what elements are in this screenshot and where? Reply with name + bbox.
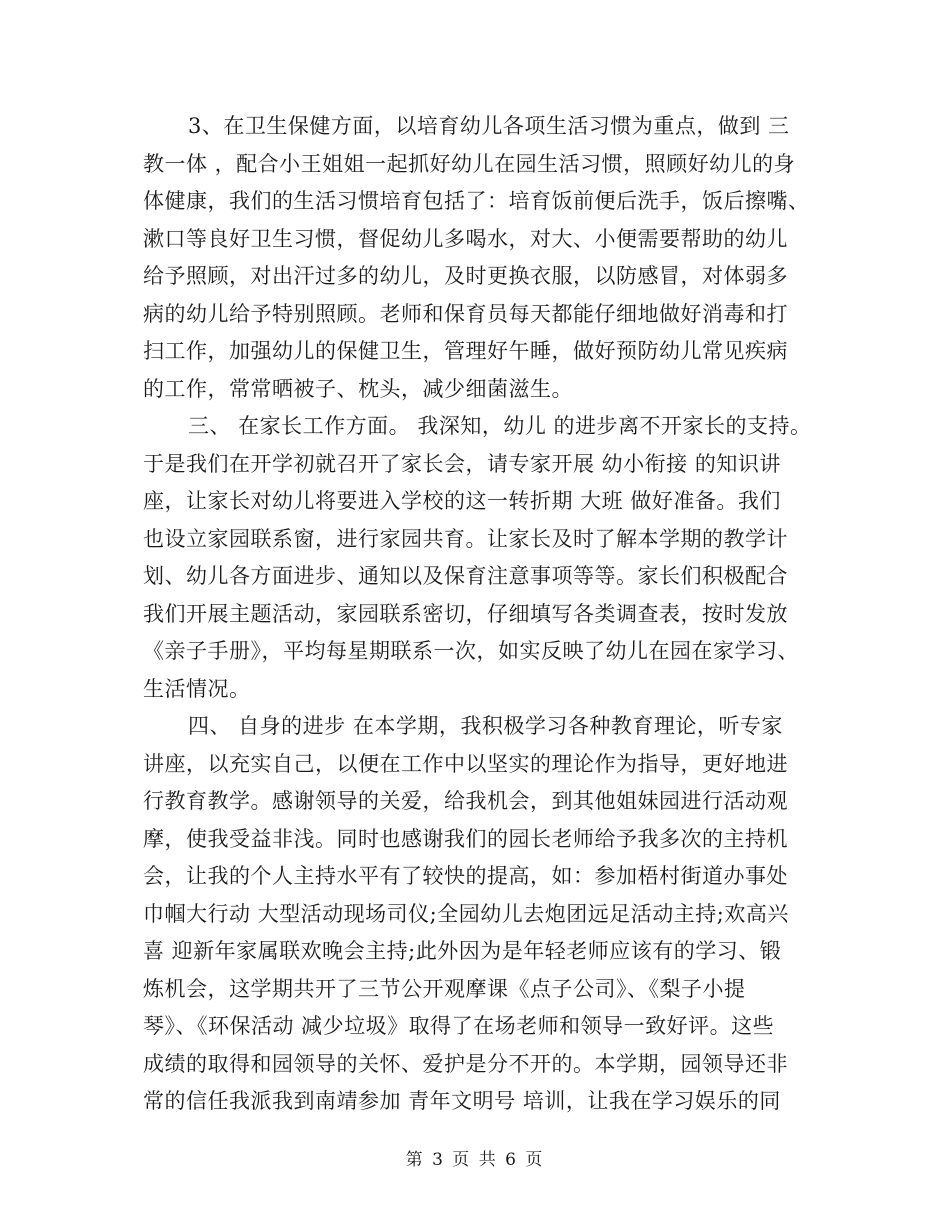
text-line: 体健康，我们的生活习惯培育包括了：培育饭前便后洗手，饭后擦嘴、 bbox=[143, 189, 810, 213]
text-line: 成绩的取得和园领导的关怀、爱护是分不开的。本学期，园领导还非 bbox=[143, 1052, 788, 1076]
text-line: 摩，使我受益非浅。同时也感谢我们的园长老师给予我多次的主持机 bbox=[143, 827, 788, 851]
text-line: 漱口等良好卫生习惯，督促幼儿多喝水，对大、小便需要帮助的幼儿 bbox=[143, 227, 788, 251]
text-line: 教一体 ，配合小王姐姐一起抓好幼儿在园生活习惯，照顾好幼儿的身 bbox=[143, 152, 796, 176]
text-line: 讲座，以充实自己，以便在工作中以坚实的理论作为指导，更好地进 bbox=[143, 752, 788, 776]
text-line: 划、幼儿各方面进步、通知以及保育注意事项等等。家长们积极配合 bbox=[143, 564, 788, 588]
text-line: 于是我们在开学初就召开了家长会，请专家开展 幼小衔接 的知识讲 bbox=[143, 452, 781, 476]
text-line: 《亲子手册》，平均每星期联系一次，如实反映了幼儿在园在家学习、 bbox=[143, 639, 799, 663]
page-number-footer: 第 3 页 共 6 页 bbox=[405, 1150, 545, 1170]
text-line: 行教育教学。感谢领导的关爱，给我机会，到其他姐妹园进行活动观 bbox=[143, 789, 788, 813]
text-line: 巾帼大行动 大型活动现场司仪;全园幼儿去炮团远足活动主持;欢高兴 bbox=[143, 902, 789, 926]
text-line: 病的幼儿给予特别照顾。老师和保育员每天都能仔细地做好消毒和打 bbox=[143, 302, 788, 326]
text-line: 我们开展主题活动，家园联系密切，仔细填写各类调查表，按时发放 bbox=[143, 602, 788, 626]
text-line: 3、在卫生保健方面，以培育幼儿各项生活习惯为重点，做到 三 bbox=[188, 114, 790, 138]
text-line: 也设立家园联系窗，进行家园共育。让家长及时了解本学期的教学计 bbox=[143, 527, 788, 551]
text-line: 座，让家长对幼儿将要进入学校的这一转折期 大班 做好准备。我们 bbox=[143, 489, 781, 513]
text-line: 琴》、《环保活动 减少垃圾》取得了在场老师和领导一致好评。这些 bbox=[143, 1014, 775, 1038]
text-line: 会，让我的个人主持水平有了较快的提高，如：参加梧村街道办事处 bbox=[143, 864, 788, 888]
section-heading-line: 三、 在家长工作方面。 我深知，幼儿 的进步离不开家长的支持。 bbox=[188, 414, 812, 438]
text-line: 生活情况。 bbox=[143, 677, 251, 701]
text-line: 常的信任我派我到南靖参加 青年文明号 培训，让我在学习娱乐的同 bbox=[143, 1089, 781, 1113]
text-line: 扫工作，加强幼儿的保健卫生，管理好午睡，做好预防幼儿常见疾病 bbox=[143, 339, 788, 363]
text-line: 炼机会，这学期共开了三节公开观摩课《点子公司》、《梨子小提 bbox=[143, 977, 746, 1001]
section-heading-line: 四、 自身的进步 在本学期，我积极学习各种教育理论，听专家 bbox=[188, 714, 783, 738]
text-line: 喜 迎新年家属联欢晚会主持;此外因为是年轻老师应该有的学习、锻 bbox=[143, 939, 782, 963]
text-line: 的工作，常常晒被子、枕头，减少细菌滋生。 bbox=[143, 377, 573, 401]
text-line: 给予照顾，对出汗过多的幼儿，及时更换衣服，以防感冒，对体弱多 bbox=[143, 264, 788, 288]
